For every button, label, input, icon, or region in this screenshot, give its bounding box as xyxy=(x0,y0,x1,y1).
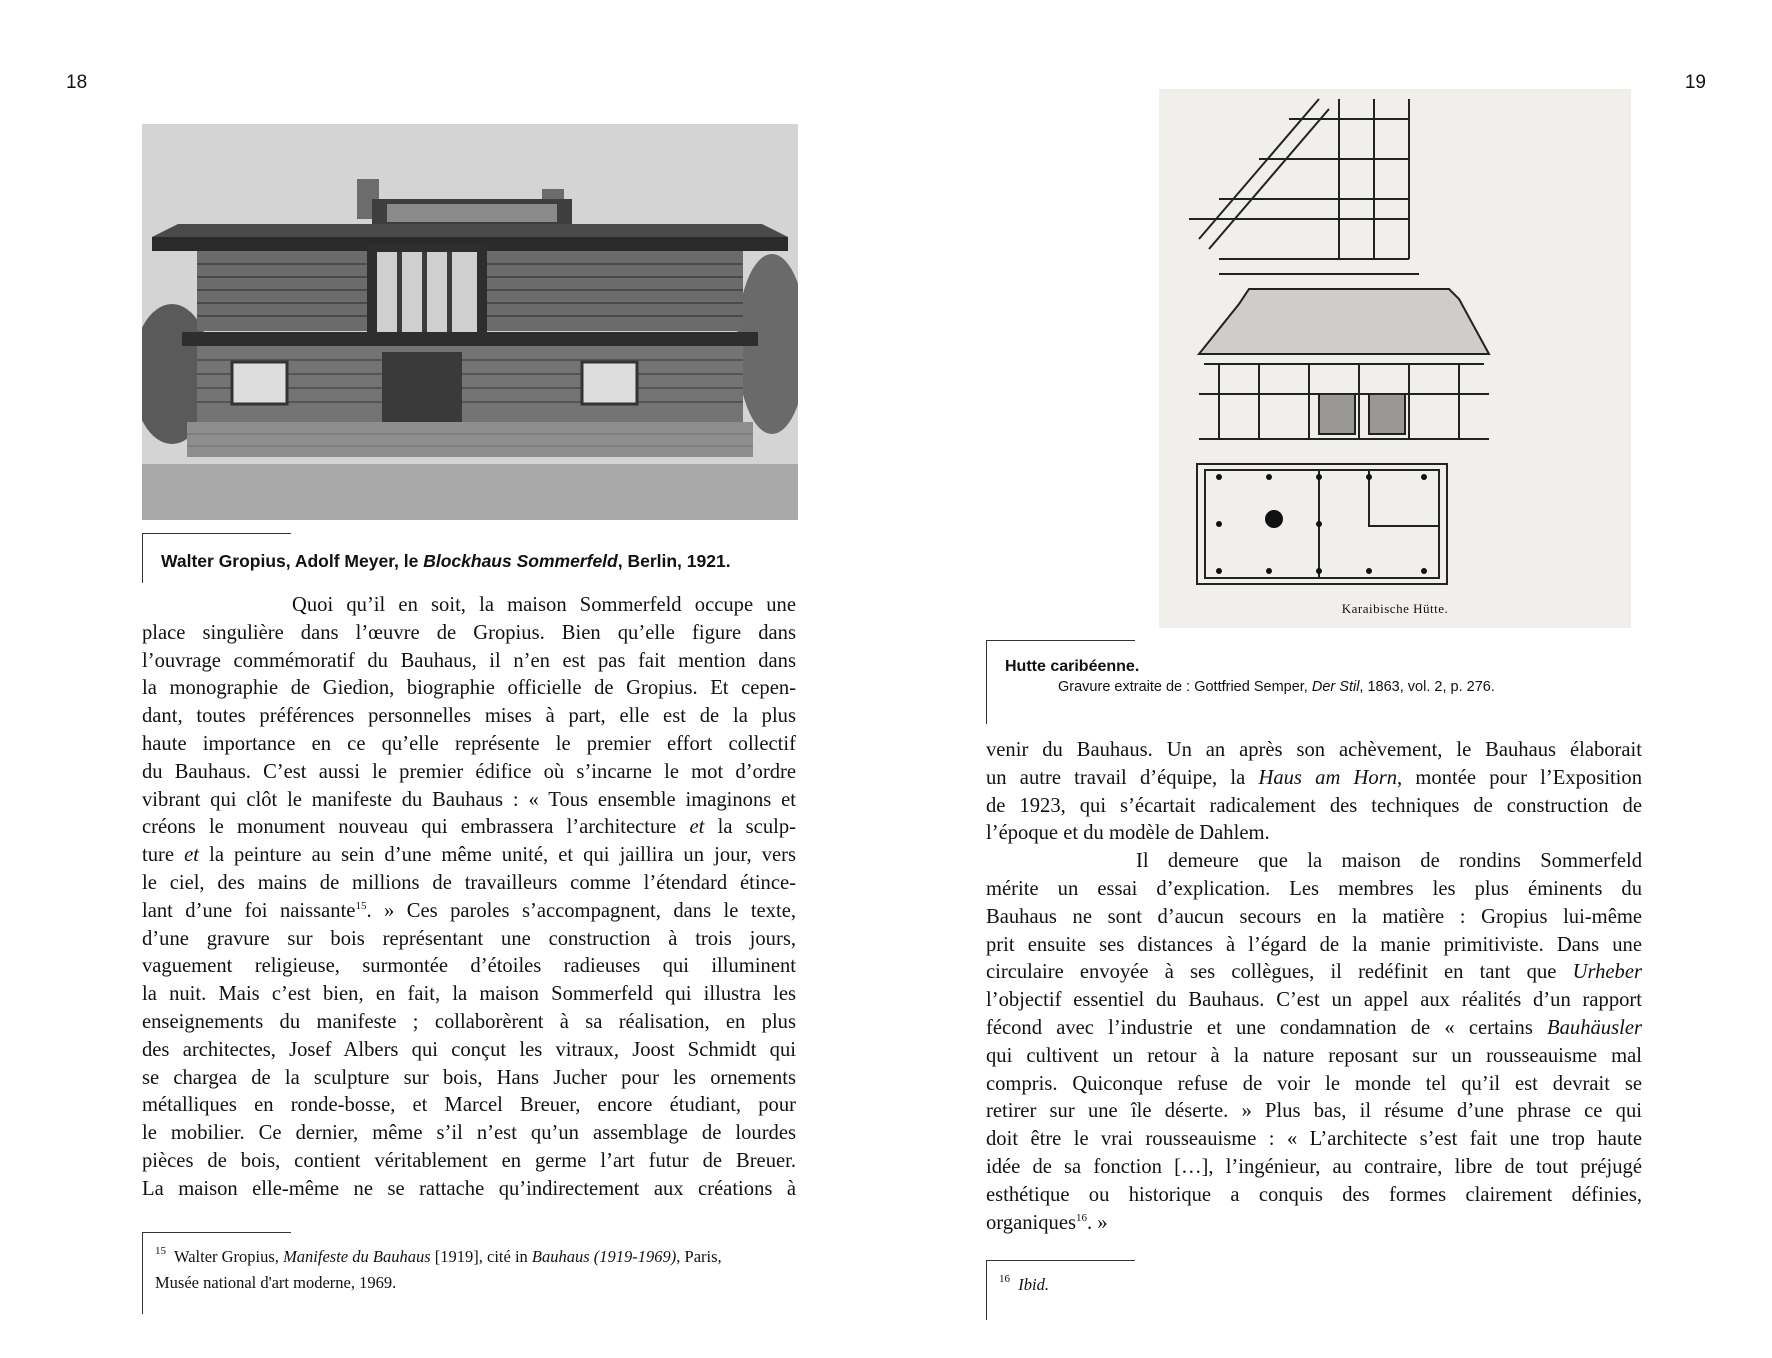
text-line: ture et la peinture au sein d’une même unité, et qui jaillira un jour, vers xyxy=(142,844,796,867)
caption-rule xyxy=(987,640,1135,641)
text-line: circulaire envoyée à ses collègues, il redéfinit en tant que Urheber xyxy=(986,961,1642,984)
caption-source: Gravure extraite de : Gottfried Semper, Der Stil, 1863, vol. 2, p. 276. xyxy=(1058,679,1495,695)
engraving-caption xyxy=(986,640,1495,724)
text-line: vibrant qui clôt le manifeste du Bauhaus : « Tous ensemble imaginons et xyxy=(142,788,796,811)
right-body-text xyxy=(986,737,1642,1237)
text-line: l’ouvrage commémoratif du Bauhaus, il n’en est pas fait mention dans xyxy=(142,649,796,672)
text-line: La maison elle-même ne se rattache qu’indirectement aux créations à xyxy=(142,1177,796,1200)
text-line: haute importance en ce qu’elle représente le premier effort collectif xyxy=(142,732,796,755)
text-line: le mobilier. Ce dernier, même s’il n’est qu’un assemblage de lourdes xyxy=(142,1122,796,1145)
text-line: lant d’une foi naissante$^{15}$. » Ces paroles s’accompagnent, dans le texte, xyxy=(142,899,796,922)
page-number-right: 19 xyxy=(1684,72,1706,93)
caption-rule xyxy=(143,533,291,534)
text-line: métalliques en ronde-bosse, et Marcel Breuer, encore étudiant, pour xyxy=(142,1094,796,1117)
text-line: compris. Quiconque refuse de voir le monde tel qu’il est devrait se xyxy=(986,1072,1642,1095)
text-line: venir du Bauhaus. Un an après son achèvement, le Bauhaus élaborait xyxy=(986,739,1642,761)
text-line: vaguement religieuse, surmontée d’étoiles radieuses qui illuminent xyxy=(142,955,796,978)
footnote-text: Ibid. xyxy=(1018,1275,1049,1294)
text-line: esthétique ou historique a conquis des formes clairement définies, xyxy=(986,1183,1642,1206)
text-line: mérite un essai d’explication. Les membres les plus éminents du xyxy=(986,877,1642,900)
footnote-number: 16 xyxy=(999,1273,1010,1285)
text-line: enseignements du manifeste ; collaborèrent à sa réalisation, en plus xyxy=(142,1010,796,1033)
footnote-15: $^{15}$ Walter Gropius, Manifeste du Bauhaus [1919], cité in Bauhaus (1919-1969), Paris, Musée national d'art moderne, 1969. xyxy=(142,1232,722,1314)
text-line: du Bauhaus. C’est aussi le premier édifice où s’incarne le mot d’ordre xyxy=(142,760,796,783)
text-line: la nuit. Mais c’est bien, en fait, la maison Sommerfeld qui illustra les xyxy=(142,983,796,1006)
karaibische-huette-engraving xyxy=(1159,89,1631,628)
hut-engraving-illustration xyxy=(1159,89,1631,628)
caption-text-end: , Berlin, 1921. xyxy=(617,551,731,571)
text-line: doit être le vrai rousseauisme : « L’architecte s’est fait une trop haute xyxy=(986,1128,1642,1151)
text-line: idée de sa fonction […], l’ingénieur, au contraire, libre de tout préjugé xyxy=(986,1155,1642,1178)
text-line: pièces de bois, contient véritablement en germe l’art futur de Breuer. xyxy=(142,1149,796,1172)
text-line: prit ensuite ses distances à l’égard de la manie primitiviste. Dans une xyxy=(986,933,1642,956)
text-line: l’époque et du modèle de Dahlem. xyxy=(986,822,1270,845)
right-page xyxy=(886,0,1772,1358)
text-line: le ciel, des mains de millions de travailleurs comme l’étendard étince- xyxy=(142,871,796,894)
text-line: créons le monument nouveau qui embrassera l’architecture et la sculp- xyxy=(142,816,796,839)
left-body-text xyxy=(142,592,796,1204)
text-line: la monographie de Giedion, biographie officielle de Gropius. Et cepen- xyxy=(142,677,796,700)
text-line: des architectes, Josef Albers qui conçut les vitraux, Joost Schmidt qui xyxy=(142,1038,796,1061)
text-line: d’une gravure sur bois représentant une construction à trois jours, xyxy=(142,927,796,950)
footnote-ref: 16 xyxy=(1076,1211,1087,1224)
caption-text: Walter Gropius, Adolf Meyer, le xyxy=(161,551,424,571)
text-line: qui cultivent un retour à la nature reposant sur un rousseauisme mal xyxy=(986,1044,1642,1067)
text-line: dant, toutes préférences personnelles mises à part, elle est de la plus xyxy=(142,705,796,728)
text-line: Bauhaus ne sont d’aucun secours en la matière : Gropius lui-même xyxy=(986,905,1642,928)
footnote-rule xyxy=(987,1260,1135,1261)
photo-caption xyxy=(142,533,731,583)
text-line: l’objectif essentiel du Bauhaus. C’est un appel aux réalités d’un rapport xyxy=(986,989,1642,1012)
text-line: retirer sur une île déserte. » Plus bas, il résume d’une phrase ce qui xyxy=(986,1100,1642,1123)
footnote-rule xyxy=(143,1232,291,1233)
caption-title-italic: Blockhaus Sommerfeld xyxy=(423,551,618,571)
text-line: place singulière dans l’œuvre de Gropius. Bien qu’elle figure dans xyxy=(142,621,796,644)
footnote-line: Musée national d'art moderne, 1969. xyxy=(155,1273,397,1292)
text-line: Il demeure que la maison de rondins Sommerfeld xyxy=(1136,850,1642,873)
text-line: un autre travail d’équipe, la Haus am Horn, montée pour l’Exposition xyxy=(986,766,1642,789)
text-line: organiques$^{16}$. » xyxy=(986,1211,1108,1234)
blockhaus-sommerfeld-photo xyxy=(142,124,798,520)
text-line: de 1923, qui s’écartait radicalement des techniques de construction de xyxy=(986,794,1642,817)
engraving-label: Karaibische Hütte. xyxy=(1341,601,1449,616)
footnote-16 xyxy=(986,1260,1049,1320)
text-line: Quoi qu’il en soit, la maison Sommerfeld occupe une xyxy=(292,594,796,616)
house-illustration xyxy=(142,124,798,520)
page-number-left: 18 xyxy=(66,72,88,93)
footnote-number: 15 xyxy=(155,1245,166,1257)
text-line: fécond avec l’industrie et une condamnation de « certains Bauhäusler xyxy=(986,1016,1642,1039)
caption-title: Hutte caribéenne. xyxy=(1005,658,1140,675)
footnote-ref: 15 xyxy=(355,899,367,912)
text-line: se chargea de la sculpture sur bois, Hans Jucher pour les ornements xyxy=(142,1066,796,1089)
